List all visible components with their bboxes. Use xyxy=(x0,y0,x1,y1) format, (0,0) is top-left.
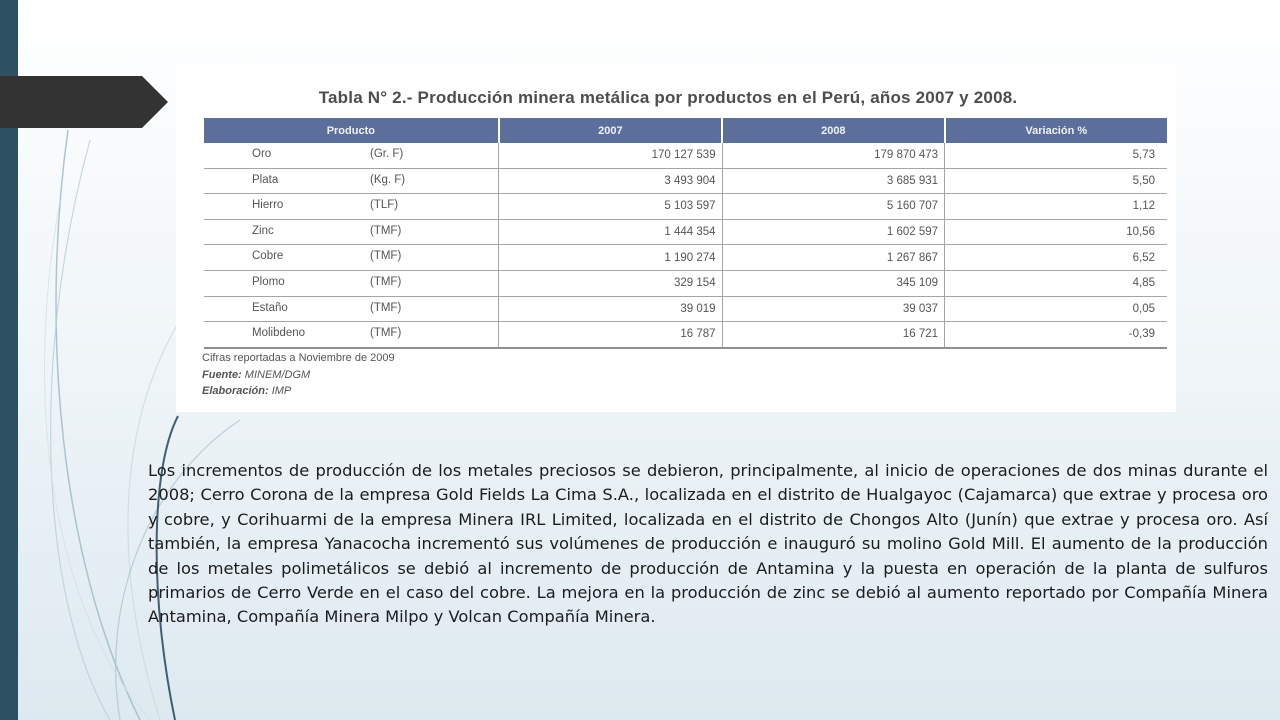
value-2008: 1 267 867 xyxy=(722,245,944,271)
product-unit: (TMF) xyxy=(370,301,402,314)
product-cell xyxy=(204,219,499,245)
table-notes xyxy=(202,350,395,400)
title-arrow-tab xyxy=(0,76,168,128)
table-row xyxy=(204,296,1167,322)
product-unit: (Kg. F) xyxy=(370,173,406,186)
product-name: Molibdeno xyxy=(252,327,306,340)
product-name: Plata xyxy=(252,173,279,186)
table-title: Tabla N° 2.- Producción minera metálica por productos en el Perú, años 2007 y 2008. xyxy=(318,88,1018,107)
value-2007: 3 493 904 xyxy=(499,168,722,194)
made-label: Elaboración: xyxy=(202,385,269,397)
value-2007: 16 787 xyxy=(499,322,722,348)
product-name: Cobre xyxy=(252,250,284,263)
header-2007: 2007 xyxy=(499,118,722,143)
value-2008: 1 602 597 xyxy=(722,219,944,245)
product-cell xyxy=(204,194,499,220)
value-variation: 1,12 xyxy=(945,194,1167,220)
product-unit: (TMF) xyxy=(370,327,402,340)
header-product: Producto xyxy=(204,118,499,143)
value-2008: 3 685 931 xyxy=(722,168,944,194)
product-name: Estaño xyxy=(252,301,288,314)
header-2008: 2008 xyxy=(722,118,944,143)
value-2008: 16 721 xyxy=(722,322,944,348)
product-name: Oro xyxy=(252,148,272,160)
production-table-image xyxy=(176,64,1176,412)
value-2007: 39 019 xyxy=(499,296,722,322)
value-2007: 1 190 274 xyxy=(499,245,722,271)
value-2007: 170 127 539 xyxy=(499,143,722,168)
product-cell xyxy=(204,322,499,348)
product-cell xyxy=(204,270,499,296)
product-unit: (TMF) xyxy=(370,275,402,288)
value-2008: 5 160 707 xyxy=(722,194,944,220)
value-2008: 179 870 473 xyxy=(722,143,944,168)
value-2007: 1 444 354 xyxy=(499,219,722,245)
table-row xyxy=(204,219,1167,245)
product-cell xyxy=(204,143,499,168)
product-cell xyxy=(204,245,499,271)
table-row xyxy=(204,322,1167,348)
value-variation: -0,39 xyxy=(945,322,1167,348)
production-table xyxy=(204,118,1167,349)
product-unit: (TMF) xyxy=(370,250,402,263)
source-note xyxy=(202,367,395,384)
header-variation: Variación % xyxy=(945,118,1167,143)
value-variation: 5,50 xyxy=(945,168,1167,194)
value-variation: 4,85 xyxy=(945,270,1167,296)
product-name: Plomo xyxy=(252,275,285,288)
product-name: Zinc xyxy=(252,224,274,237)
value-variation: 0,05 xyxy=(945,296,1167,322)
product-unit: (Gr. F) xyxy=(370,148,404,160)
product-cell xyxy=(204,296,499,322)
table-header-row xyxy=(204,118,1167,143)
body-paragraph: Los incrementos de producción de los metales preciosos se debieron, principalmente, al inicio de operaciones de dos minas durante el 2008; Cerro Corona de la empresa Gold Fields La Cima S.A., localizada en el distrito de Hualgayoc (Cajamarca) que extrae y procesa oro y cobre, y Corihuarmi de la empresa Minera IRL Limited, localizada en el distrito de Chongos Alto (Junín) que extrae y procesa oro. Así también, la empresa Yanacocha incrementó sus volúmenes de producción e inauguró su molino Gold Mill. El aumento de la producción de los metales polimetálicos se debió al incremento de producción de Antamina y la puesta en operación de la planta de sulfuros primarios de Cerro Verde en el caso del cobre. La mejora en la producción de zinc se debió al aumento reportado por Compañía Minera Antamina, Compañía Minera Milpo y Volcan Compañía Minera. xyxy=(148,461,1268,627)
table-row xyxy=(204,168,1167,194)
value-2007: 329 154 xyxy=(499,270,722,296)
value-2008: 345 109 xyxy=(722,270,944,296)
reported-note: Cifras reportadas a Noviembre de 2009 xyxy=(202,352,395,364)
value-variation: 6,52 xyxy=(945,245,1167,271)
source-value: MINEM/DGM xyxy=(244,368,311,381)
value-2007: 5 103 597 xyxy=(499,194,722,220)
table-row xyxy=(204,194,1167,220)
product-unit: (TLF) xyxy=(370,199,399,212)
product-unit: (TMF) xyxy=(370,224,402,237)
table-row xyxy=(204,245,1167,271)
source-label: Fuente: xyxy=(202,368,242,381)
made-note xyxy=(202,383,395,400)
value-variation: 10,56 xyxy=(945,219,1167,245)
product-name: Hierro xyxy=(252,199,284,212)
product-cell xyxy=(204,168,499,194)
made-value: IMP xyxy=(271,385,292,397)
table-row xyxy=(204,270,1167,296)
value-variation: 5,73 xyxy=(945,143,1167,168)
table-row xyxy=(204,143,1167,168)
value-2008: 39 037 xyxy=(722,296,944,322)
